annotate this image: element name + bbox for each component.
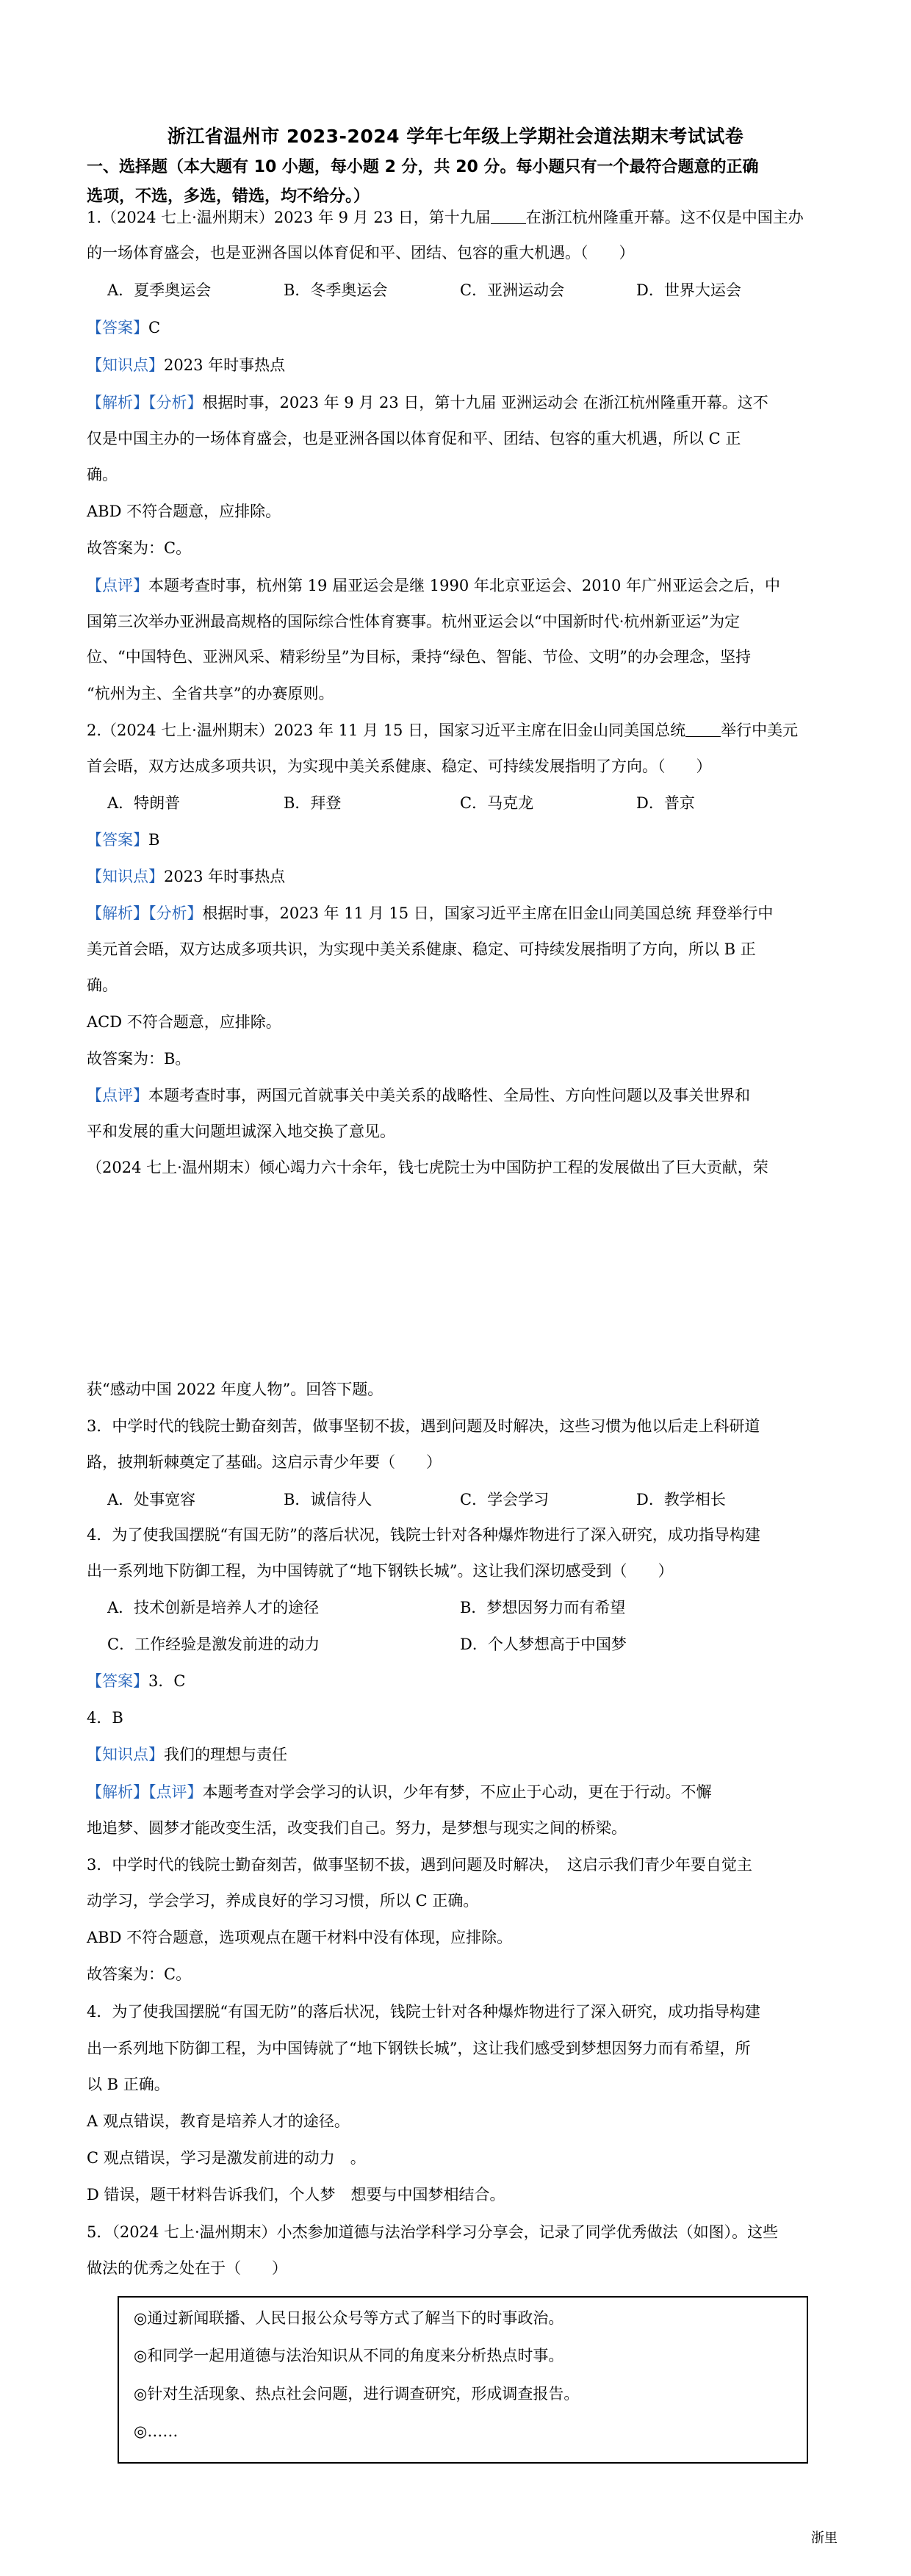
q4-explain-line-3: 以 B 正确。 [87,2076,170,2093]
q1-knowledge: 【知识点】2023 年时事热点 [87,356,286,374]
q3-explain-line-1: 3．中学时代的钱院士勤奋刻苦，做事坚韧不拔，遇到问题及时解决， 这启示我们青少年要自觉主 [87,1856,752,1874]
material-line-1: （2024 七上·温州期末）倾心竭力六十余年，钱七虎院士为中国防护工程的发展做出了巨大贡献，荣 [87,1159,768,1176]
q2-analysis-line-2: 美元首会晤，双方达成多项共识，为实现中美关系健康、稳定、可持续发展指明了方向，所以 B 正 [87,940,756,958]
q4-stem-line-1: 4．为了使我国摆脱“有国无防”的落后状况，钱院士针对各种爆炸物进行了深入研究，成功指导构建 [87,1526,760,1544]
q3-option-c: C．学会学习 [460,1491,550,1508]
q1-option-d: D．世界大运会 [636,281,741,299]
q2-option-b: B．拜登 [284,794,342,812]
q1-comment-line-2: 国第三次举办亚洲最高规格的国际综合性体育赛事。杭州亚运会以“中国新时代·杭州新亚运”为定 [87,613,741,630]
q4-option-d: D．个人梦想高于中国梦 [460,1636,627,1653]
q1-final: 故答案为：C。 [87,539,192,557]
q34-analysis-line-2: 地追梦、圆梦才能改变生活，改变我们自己。努力，是梦想与现实之间的桥梁。 [87,1819,627,1837]
q4-explain-line-6: D 错误，题干材料告诉我们，个人梦 想要与中国梦相结合。 [87,2186,505,2203]
q2-answer-blank [685,736,721,737]
q5-box-item-2: ◎和同学一起用道德与法治知识从不同的角度来分析热点时事。 [134,2347,564,2364]
q1-comment-line-1: 【点评】本题考查时事，杭州第 19 届亚运会是继 1990 年北京亚运会、2010 年广州亚运会之后，中 [87,577,780,594]
q4-explain-line-4: A 观点错误，教育是培养人才的途径。 [87,2112,350,2130]
q3-option-a: A．处事宽容 [107,1491,196,1508]
q2-option-c: C．马克龙 [460,794,534,812]
q3-explain-line-2: 动学习，学会学习，养成良好的学习习惯，所以 C 正确。 [87,1892,479,1910]
q5-box-item-3: ◎针对生活现象、热点社会问题，进行调查研究，形成调查报告。 [134,2385,580,2403]
q1-answer-blank [491,223,526,224]
q34-answer-3: 【答案】3．C [87,1672,186,1690]
q1-analysis-line-3: 确。 [87,466,118,483]
q5-box-item-1: ◎通过新闻联播、人民日报公众号等方式了解当下的时事政治。 [134,2309,564,2327]
q34-answer-4: 4．B [87,1709,123,1727]
q1-stem-line-2: 的一场体育盛会，也是亚洲各国以体育促和平、团结、包容的重大机遇。（ ） [87,244,635,262]
q3-stem-line-1: 3．中学时代的钱院士勤奋刻苦，做事坚韧不拔，遇到问题及时解决，这些习惯为他以后走上科研道 [87,1417,760,1435]
q2-option-d: D．普京 [636,794,695,812]
q2-option-a: A．特朗普 [107,794,181,812]
q1-comment-line-4: “杭州为主、全省共享”的办赛原则。 [87,685,334,702]
q4-explain-line-2: 出一系列地下防御工程，为中国铸就了“地下钢铁长城”，这让我们感受到梦想因努力而有希望，所 [87,2040,751,2057]
q2-answer: 【答案】B [87,831,160,849]
q3-explain-line-3: ABD 不符合题意，选项观点在题干材料中没有体现，应排除。 [87,1929,513,1946]
q2-stem-line-2: 首会晤，双方达成多项共识，为实现中美关系健康、稳定、可持续发展指明了方向。（ ） [87,758,712,775]
q34-analysis-line-1: 【解析】【点评】本题考查对学会学习的认识，少年有梦，不应止于心动，更在于行动。不懈 [87,1783,712,1801]
q2-final: 故答案为：B。 [87,1050,191,1068]
q5-stem-line-2: 做法的优秀之处在于（ ） [87,2259,287,2277]
q2-analysis-line-1: 【解析】【分析】根据时事，2023 年 11 月 15 日，国家习近平主席在旧金山同美国总统 拜登举行中 [87,904,774,922]
q1-option-c: C．亚洲运动会 [460,281,565,299]
q5-box-item-4: ◎…… [134,2422,179,2440]
material-line-2: 获“感动中国 2022 年度人物”。回答下题。 [87,1381,384,1398]
q34-knowledge: 【知识点】我们的理想与责任 [87,1746,287,1763]
q5-practice-box [118,2296,808,2464]
page-title: 浙江省温州市 2023-2024 学年七年级上学期社会道法期末考试试卷 [167,126,744,147]
q1-answer: 【答案】C [87,319,161,337]
q4-option-c: C．工作经验是激发前进的动力 [107,1636,320,1653]
q2-knowledge: 【知识点】2023 年时事热点 [87,868,286,885]
q2-analysis-line-3: 确。 [87,976,118,994]
q1-option-a: A．夏季奥运会 [107,281,212,299]
page-footer: 浙里 [811,2530,838,2546]
q4-option-a: A．技术创新是培养人才的途径 [107,1599,320,1616]
q4-explain-line-1: 4．为了使我国摆脱“有国无防”的落后状况，钱院士针对各种爆炸物进行了深入研究，成功指导构建 [87,2003,760,2021]
section-heading-line-2: 选项，不选，多选，错选，均不给分。） [87,187,370,206]
q4-option-b: B．梦想因努力而有希望 [460,1599,626,1616]
q2-comment-line-2: 平和发展的重大问题坦诚深入地交换了意见。 [87,1123,395,1140]
q1-analysis-line-2: 仅是中国主办的一场体育盛会，也是亚洲各国以体育促和平、团结、包容的重大机遇，所以 C 正 [87,430,741,447]
section-heading-line-1: 一、选择题（本大题有 10 小题，每小题 2 分，共 20 分。每小题只有一个最符合题意的正确 [87,158,759,176]
q2-comment-line-1: 【点评】本题考查时事，两国元首就事关中美关系的战略性、全局性、方向性问题以及事关世界和 [87,1087,750,1104]
q3-option-b: B．诚信待人 [284,1491,372,1508]
section-heading [87,153,836,212]
q1-comment-line-3: 位、“中国特色、亚洲风采、精彩纷呈”为目标，秉持“绿色、智能、节俭、文明”的办会理念，坚持 [87,648,751,666]
q1-option-b: B．冬季奥运会 [284,281,388,299]
q4-stem-line-2: 出一系列地下防御工程，为中国铸就了“地下钢铁长城”。这让我们深切感受到（ ） [87,1562,674,1580]
q1-stem-line-1: 1.（2024 七上·温州期末）2023 年 9 月 23 日，第十九届 在浙江杭州隆重开幕。这不仅是中国主办 [87,209,804,226]
q3-option-d: D．教学相长 [636,1491,726,1508]
q3-explain-final: 故答案为：C。 [87,1965,192,1983]
q5-stem-line-1: 5．（2024 七上·温州期末）小杰参加道德与法治学科学习分享会，记录了同学优秀做法（如图）。这些 [87,2223,779,2241]
q3-stem-line-2: 路，披荆斩棘奠定了基础。这启示青少年要（ ） [87,1453,442,1471]
q1-analysis-line-1: 【解析】【分析】根据时事，2023 年 9 月 23 日，第十九届 亚洲运动会 在浙江杭州隆重开幕。这不 [87,394,768,411]
q1-exclude: ABD 不符合题意，应排除。 [87,503,281,520]
q2-stem-line-1: 2.（2024 七上·温州期末）2023 年 11 月 15 日，国家习近平主席在旧金山同美国总统 举行中美元 [87,722,799,739]
q2-exclude: ACD 不符合题意，应排除。 [87,1013,281,1031]
q4-explain-line-5: C 观点错误，学习是激发前进的动力 。 [87,2149,366,2167]
